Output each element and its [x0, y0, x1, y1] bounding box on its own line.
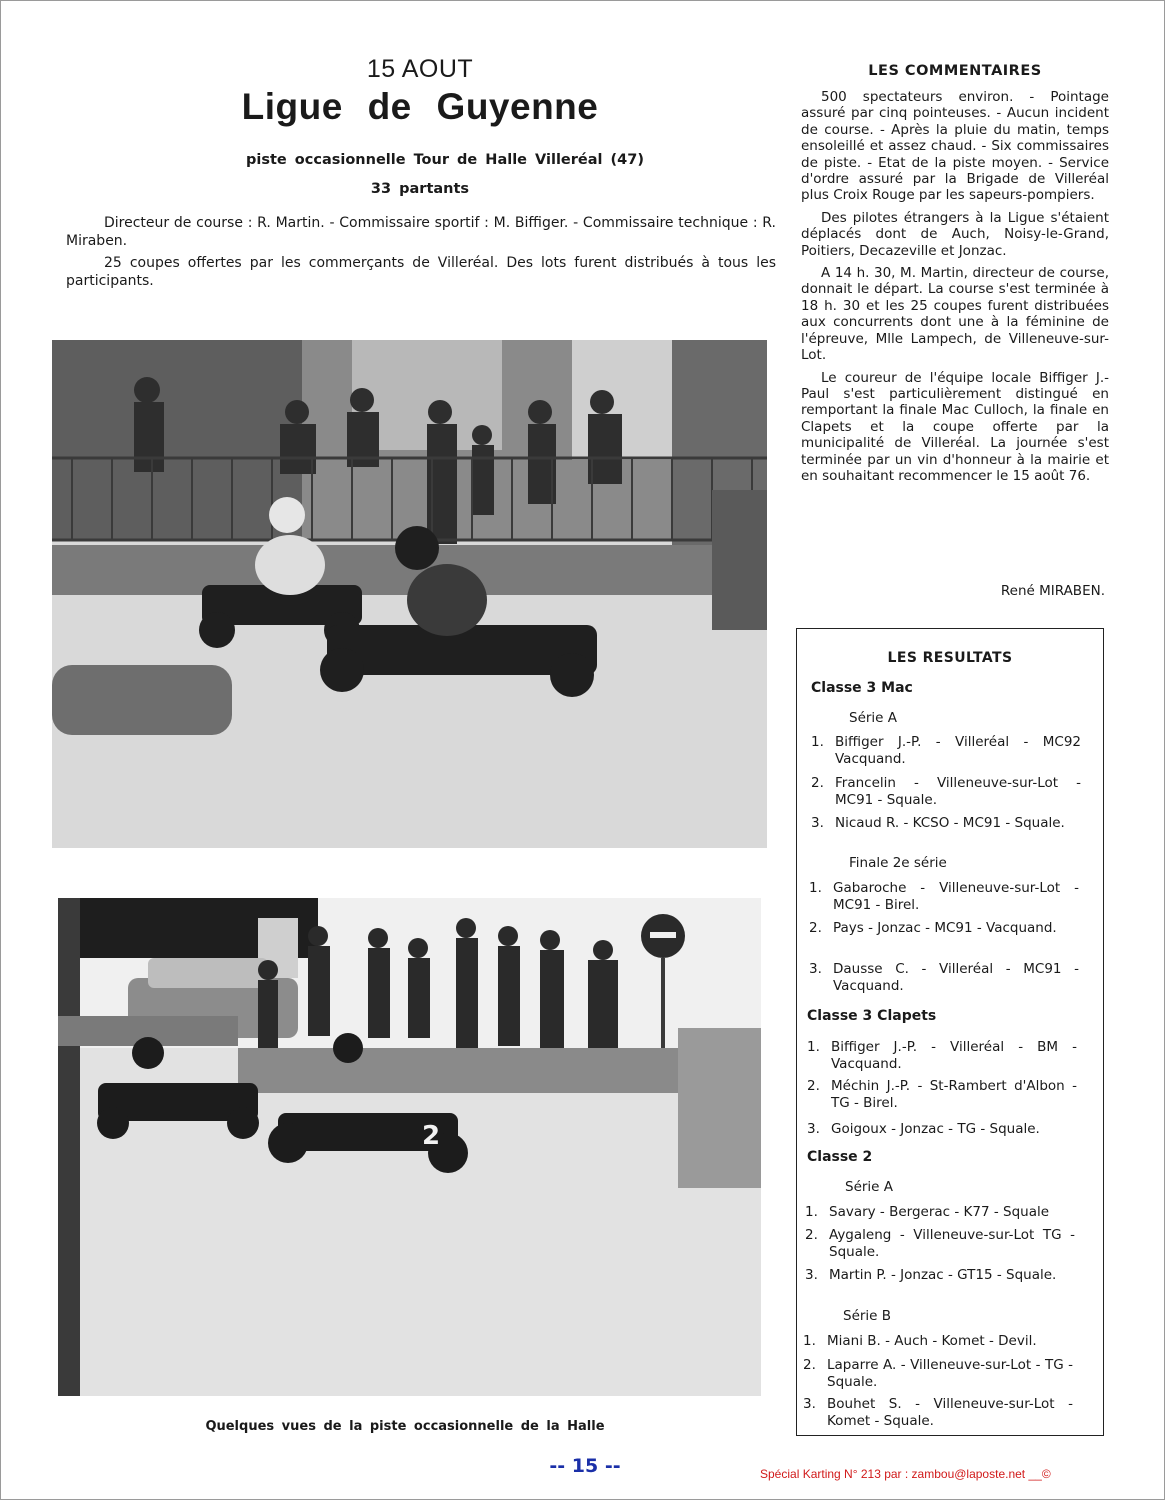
results-entry-text: Biffiger J.-P. - Villeréal - MC92 Vacquand. [835, 734, 1081, 767]
race-photo-karts [58, 898, 761, 1396]
results-entry-text: Biffiger J.-P. - Villeréal - BM - Vacquand. [831, 1039, 1077, 1072]
page-number: -- 15 -- [549, 1455, 621, 1477]
results-entry-text: Martin P. - Jonzac - GT15 - Squale. [829, 1267, 1057, 1283]
results-box [796, 628, 1104, 1436]
results-entry-text: Pays - Jonzac - MC91 - Vacquand. [833, 920, 1057, 936]
results-class-heading: Classe 3 Mac [811, 680, 913, 696]
comments-paragraph: A 14 h. 30, M. Martin, directeur de course, donnait le départ. La course s'est terminée à 18 h. 30 et les 25 coupes furent distribuées aux concurrents dont une à la féminine de l'épreuve, Mlle Lampech, de Villeneuve-sur-Lot. [801, 265, 1109, 364]
results-series-heading: Série A [849, 710, 898, 726]
results-entry [811, 775, 1081, 808]
intro-paragraph: Directeur de course : R. Martin. - Commissaire sportif : M. Biffiger. - Commissaire technique : R. Miraben. [66, 215, 776, 249]
results-rank: 2. [809, 920, 822, 936]
results-entry-text: Goigoux - Jonzac - TG - Squale. [831, 1121, 1040, 1137]
results-entry [809, 920, 1079, 937]
results-entry [805, 1267, 1075, 1284]
results-entry [807, 1121, 1077, 1138]
results-rank: 2. [803, 1357, 816, 1373]
results-rank: 1. [803, 1333, 816, 1349]
comments-signature: René MIRABEN. [1000, 583, 1105, 599]
results-entry-text: Gabaroche - Villeneuve-sur-Lot - MC91 - Birel. [833, 880, 1079, 913]
results-entry-text: Bouhet S. - Villeneuve-sur-Lot - Komet - Squale. [827, 1396, 1073, 1429]
comments-heading: LES COMMENTAIRES [868, 63, 1042, 79]
results-rank: 3. [807, 1121, 820, 1137]
results-series-heading: Série B [843, 1308, 892, 1324]
results-rank: 1. [807, 1039, 820, 1055]
results-entry-text: Laparre A. - Villeneuve-sur-Lot - TG - Squale. [827, 1357, 1073, 1390]
results-entry-text: Dausse C. - Villeréal - MC91 - Vacquand. [833, 961, 1079, 994]
results-entry-text: Miani B. - Auch - Komet - Devil. [827, 1333, 1037, 1349]
results-rank: 1. [811, 734, 824, 750]
results-entry [809, 961, 1079, 994]
comments-body [801, 89, 1109, 490]
intro-text [66, 214, 776, 294]
results-rank: 3. [811, 815, 824, 831]
kart-number: 2 [422, 1121, 441, 1151]
results-series-heading: Finale 2e série [849, 855, 947, 871]
intro-paragraph: 25 coupes offertes par les commerçants de Villeréal. Des lots furent distribués à tous les participants. [66, 255, 776, 289]
comments-paragraph: Le coureur de l'équipe locale Biffiger J.-Paul s'est particulièrement distingué en remportant la finale Mac Culloch, la finale en Clapets et la coupe offerte par la municipalité de Villeréal. La journée s'est terminée par un vin d'honneur à la mairie et en souhaitant recommencer le 15 août 76. [801, 369, 1109, 484]
results-class-heading: Classe 2 [807, 1149, 873, 1165]
results-entry [811, 815, 1081, 832]
results-entry-text: Savary - Bergerac - K77 - Squale [829, 1204, 1050, 1220]
results-entry [807, 1078, 1077, 1111]
results-entry [811, 734, 1081, 767]
results-rank: 1. [805, 1204, 818, 1220]
footer-credit[interactable]: Spécial Karting N° 213 par : zambou@laposte.net __© [760, 1467, 1051, 1481]
article-subtitle: piste occasionnelle Tour de Halle Villeréal (47) [246, 152, 644, 168]
results-rank: 1. [809, 880, 822, 896]
results-entry [807, 1039, 1077, 1072]
results-entry [803, 1357, 1073, 1390]
photo-spectators-graphic [52, 340, 767, 848]
photos-caption: Quelques vues de la piste occasionnelle de la Halle [205, 1419, 605, 1434]
article-title: Ligue de Guyenne [241, 86, 599, 127]
results-rank: 3. [803, 1396, 816, 1412]
results-rank: 3. [809, 961, 822, 977]
results-rank: 2. [805, 1227, 818, 1243]
starters-count: 33 partants [370, 181, 470, 197]
results-series-heading: Série A [845, 1179, 894, 1195]
results-entry [805, 1204, 1075, 1221]
results-class-heading: Classe 3 Clapets [807, 1008, 937, 1024]
results-entry [809, 880, 1079, 913]
results-entry [803, 1396, 1073, 1429]
photo-karts-graphic [58, 898, 761, 1396]
results-entry-text: Méchin J.-P. - St-Rambert d'Albon - TG - Birel. [831, 1078, 1077, 1111]
results-entry [803, 1333, 1073, 1350]
results-entry-text: Nicaud R. - KCSO - MC91 - Squale. [835, 815, 1065, 831]
results-title: LES RESULTATS [887, 650, 1013, 666]
comments-paragraph: 500 spectateurs environ. - Pointage assuré par cinq pointeuses. - Aucun incident de course. - Après la pluie du matin, temps ensoleillé et assez chaud. - Six commissaires de piste. - Etat de la piste moyen. - Service d'ordre assuré par la Brigade de Villeréal plus Croix Rouge par les sapeurs-pompiers. [801, 89, 1109, 204]
race-photo-spectators [52, 340, 767, 848]
results-rank: 2. [807, 1078, 820, 1094]
results-entry-text: Aygaleng - Villeneuve-sur-Lot TG - Squale. [829, 1227, 1075, 1260]
results-entry [805, 1227, 1075, 1260]
results-entry-text: Francelin - Villeneuve-sur-Lot - MC91 - Squale. [835, 775, 1081, 808]
article-date: 15 AOUT [366, 55, 474, 83]
results-rank: 2. [811, 775, 824, 791]
results-rank: 3. [805, 1267, 818, 1283]
comments-paragraph: Des pilotes étrangers à la Ligue s'étaient déplacés dont de Auch, Noisy-le-Grand, Poitiers, Decazeville et Jonzac. [801, 209, 1109, 259]
